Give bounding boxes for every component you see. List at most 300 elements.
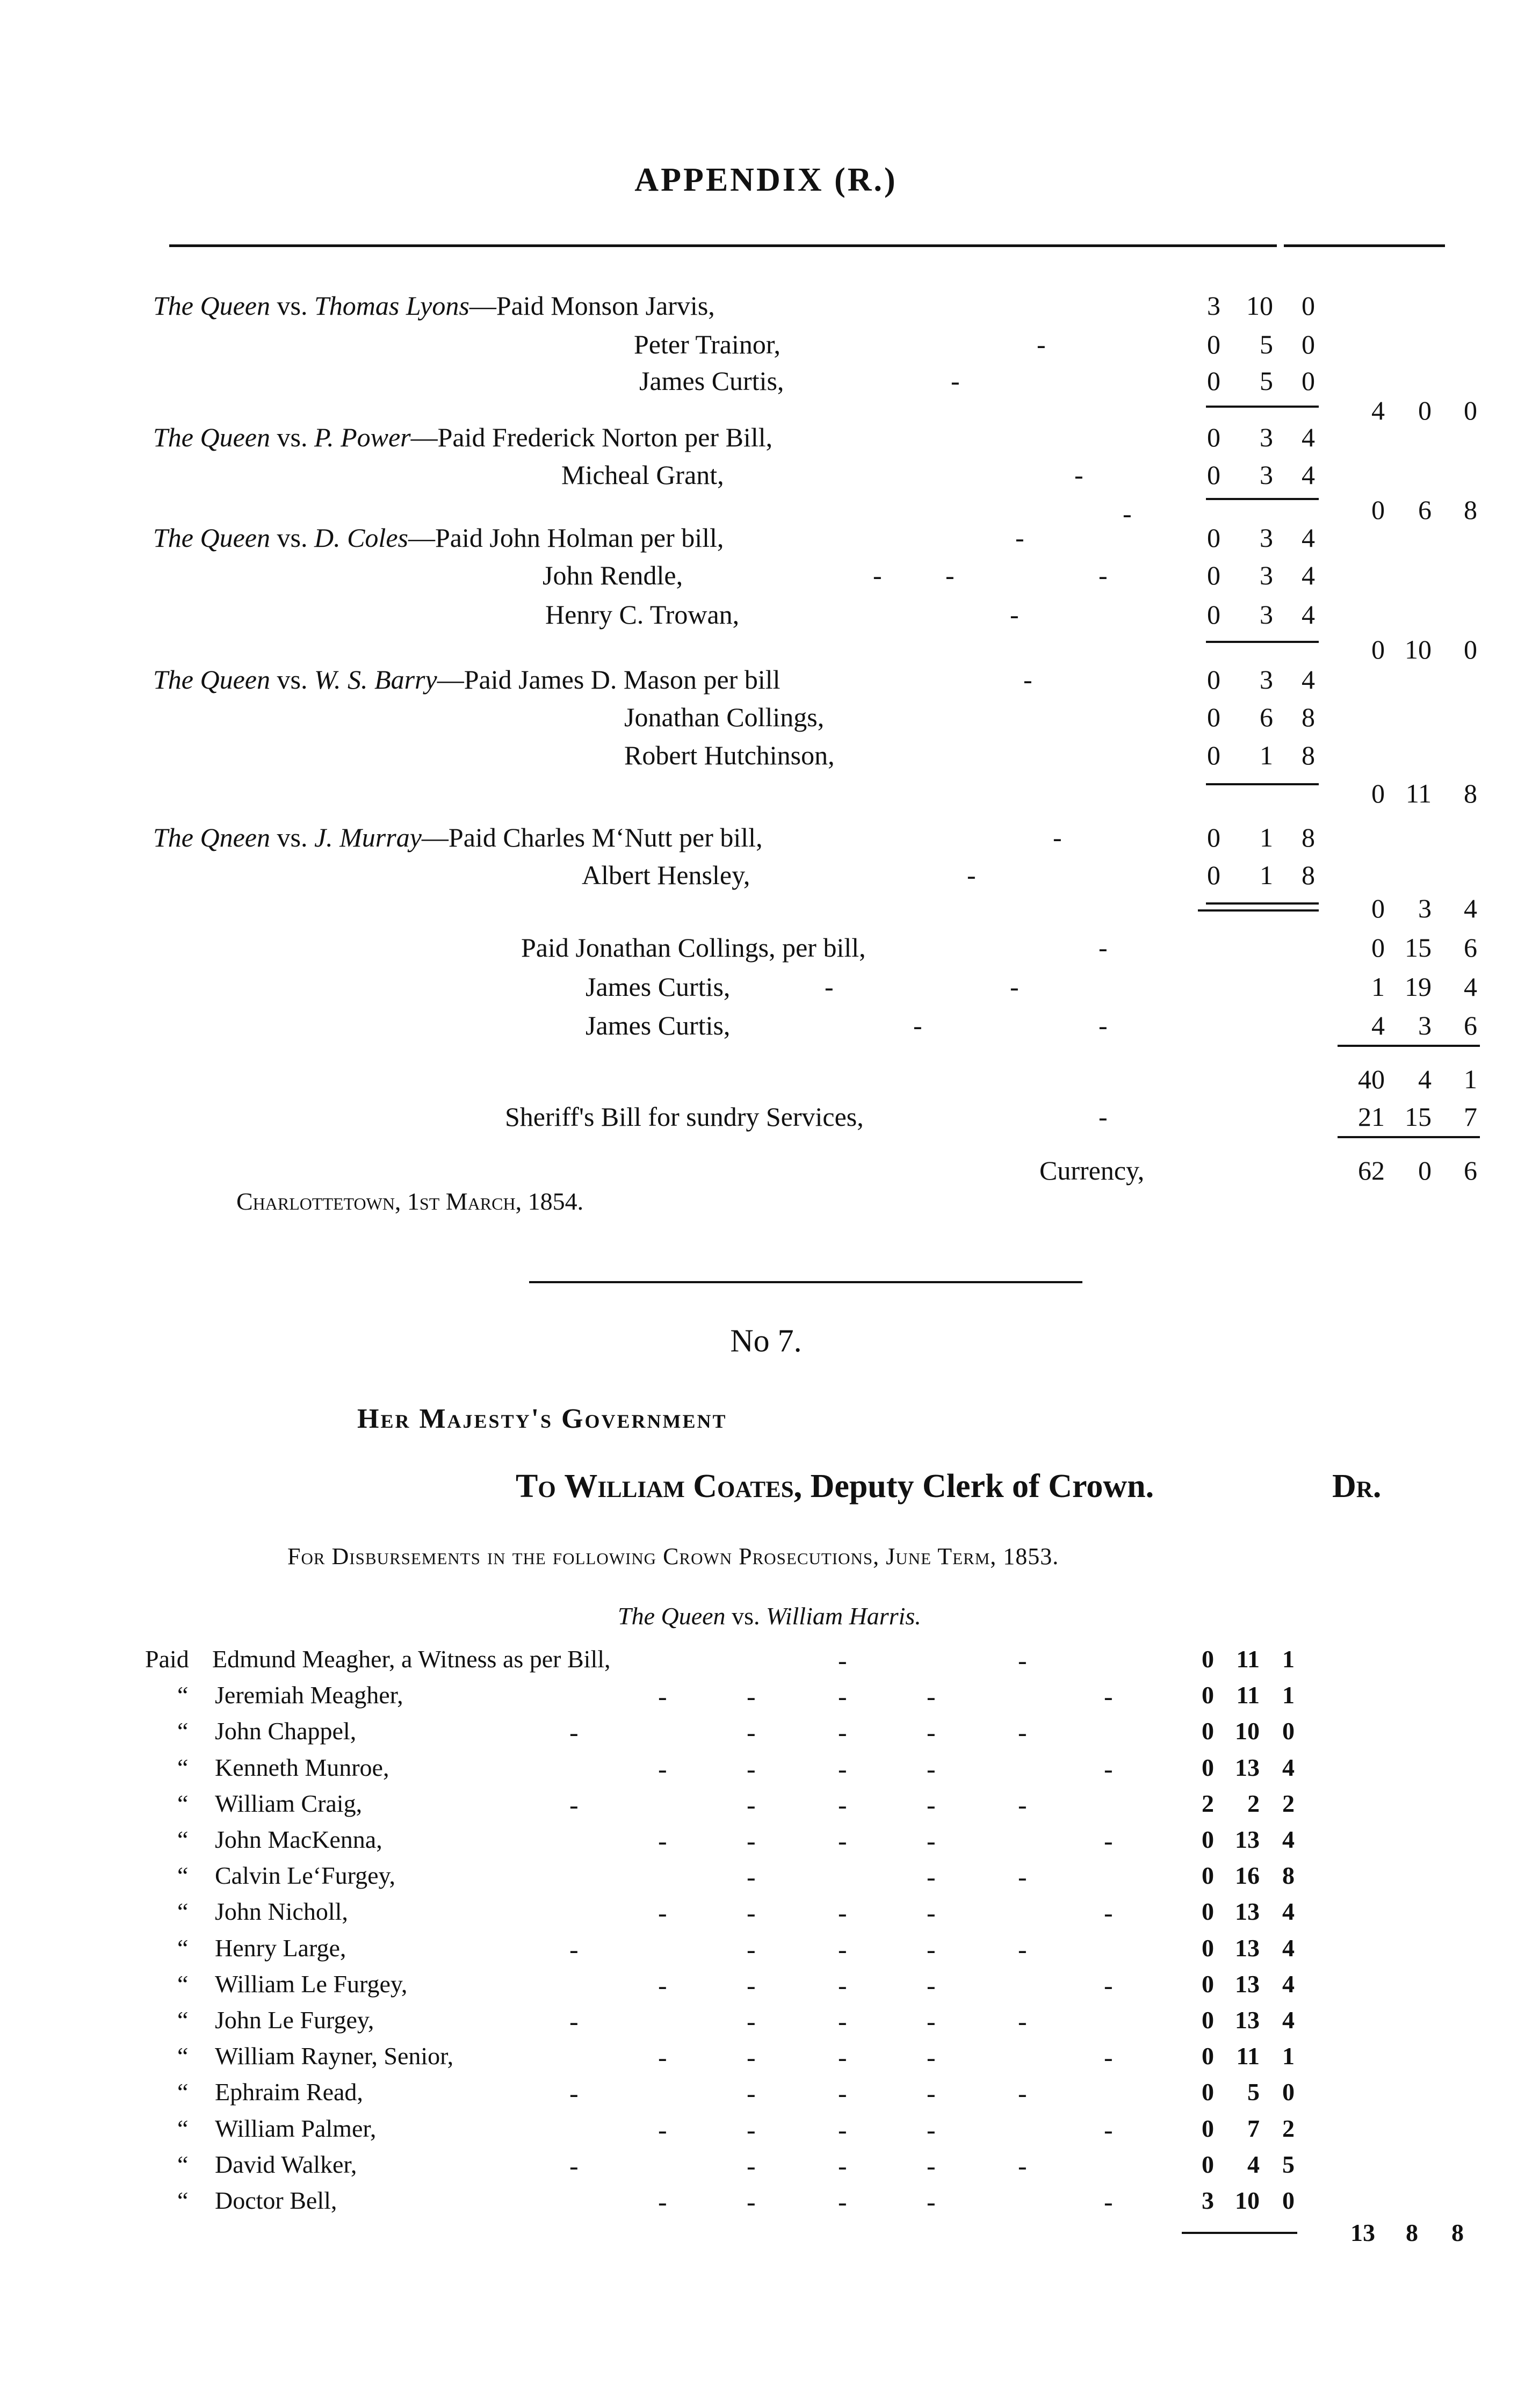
payee-name: Henry C. Trowan, <box>545 599 740 630</box>
case-total-pounds: 0 <box>1371 634 1385 664</box>
case-total-pence: 0 <box>1464 634 1477 664</box>
leader-dash: - <box>747 2115 756 2145</box>
payee-amount-pounds: 0 <box>1207 329 1220 359</box>
witness-amount-shillings: 13 <box>1235 1970 1260 1998</box>
leader-dash: - <box>838 1934 847 1964</box>
witness-amount-shillings: 11 <box>1236 1681 1260 1709</box>
leader-dash: - <box>747 2042 756 2072</box>
leader-dash: - <box>747 1717 756 1747</box>
witness-amount-pence: 8 <box>1282 1862 1295 1889</box>
witness-name: William Craig, <box>215 1790 363 1817</box>
case-line-2 <box>153 522 724 553</box>
case-vs: vs. <box>277 664 308 695</box>
payee-amount-pounds: 0 <box>1207 599 1220 630</box>
case-defendant: P. Power <box>314 422 411 452</box>
leader-dash: - <box>1104 1754 1113 1784</box>
case-total-shillings: 11 <box>1405 778 1432 808</box>
leader-dash: - <box>747 1681 756 1711</box>
leader-dash: - <box>927 1754 936 1784</box>
leader-dash: - <box>1104 1681 1113 1711</box>
addressee-to-name: William Coates, <box>564 1468 803 1505</box>
currency-label: Currency, <box>1039 1155 1145 1185</box>
witness-amount-pounds: 0 <box>1202 2078 1214 2106</box>
witness-amount-shillings: 2 <box>1247 1790 1260 1817</box>
leader-dash: - <box>747 2187 756 2217</box>
payee-amount-pence: 0 <box>1302 329 1315 359</box>
case-line-4 <box>153 822 763 853</box>
ditto-mark: “ <box>177 1790 189 1817</box>
witness-amount-pence: 1 <box>1282 2042 1295 2070</box>
leader-dash: - <box>1010 599 1019 630</box>
leader-dash: - <box>747 1790 756 1820</box>
leader-dash: - <box>927 1681 936 1711</box>
witness-total-rule <box>1182 2232 1297 2234</box>
case-total-pence: 0 <box>1464 395 1477 425</box>
subtotal-pence: 1 <box>1464 1064 1477 1094</box>
case-vs: vs. <box>277 822 308 852</box>
subtotal-rule <box>1206 641 1319 643</box>
payee-amount-pence: 4 <box>1302 460 1315 490</box>
witness-total-pounds: 13 <box>1350 2219 1375 2246</box>
case-total-pence: 4 <box>1464 893 1477 923</box>
leader-dash: - <box>569 1717 579 1747</box>
witness-amount-pounds: 3 <box>1202 2187 1214 2214</box>
ditto-mark: “ <box>177 2006 189 2034</box>
leader-dash: - <box>913 1010 922 1040</box>
case-prefix: The Queen <box>153 523 270 553</box>
witness-amount-shillings: 13 <box>1235 1898 1260 1925</box>
witness-name: Ephraim Read, <box>215 2078 363 2106</box>
other-payment-amount-pounds: 0 <box>1371 932 1385 963</box>
case-defendant: William Harris. <box>765 1602 921 1630</box>
witness-amount-shillings: 13 <box>1235 1754 1260 1781</box>
leader-dash: - <box>569 2151 579 2181</box>
case-prefix: The Queen <box>153 664 270 695</box>
payee-amount-pence: 4 <box>1302 523 1315 553</box>
payee-amount-pounds: 0 <box>1207 664 1220 695</box>
ditto-mark: “ <box>177 2042 189 2070</box>
case-first-payee: —Paid Monson Jarvis, <box>469 291 715 321</box>
witness-amount-shillings: 16 <box>1235 1862 1260 1889</box>
leader-dash: - <box>1104 2187 1113 2217</box>
leader-dash: - <box>1018 1934 1027 1964</box>
payee-amount-shillings: 3 <box>1260 422 1273 452</box>
leader-dash: - <box>927 2006 936 2036</box>
ditto-mark: “ <box>177 1898 189 1925</box>
sheriff-amount-pence: 7 <box>1464 1102 1477 1132</box>
witness-name: William Rayner, Senior, <box>215 2042 454 2070</box>
leader-dash: - <box>1099 932 1108 963</box>
leader-dash: - <box>927 2115 936 2145</box>
sheriff-amount-pounds: 21 <box>1358 1102 1385 1132</box>
leader-dash: - <box>1018 1645 1027 1675</box>
ditto-mark: “ <box>177 1681 189 1709</box>
leader-dash: - <box>838 2042 847 2072</box>
section-divider <box>529 1281 1082 1283</box>
witness-total-pence: 8 <box>1451 2219 1464 2246</box>
payee-amount-pounds: 3 <box>1207 291 1220 321</box>
witness-name: David Walker, <box>215 2151 357 2178</box>
leader-dash: - <box>658 1754 667 1784</box>
leader-dash: - <box>838 1826 847 1856</box>
witness-amount-shillings: 11 <box>1236 1645 1260 1673</box>
payee-amount-shillings: 1 <box>1260 822 1273 852</box>
payee-amount-pounds: 0 <box>1207 366 1220 396</box>
leader-dash: - <box>569 1934 579 1964</box>
ditto-mark: “ <box>177 2115 189 2142</box>
debtor-mark: Dr. <box>1332 1468 1382 1505</box>
other-payment-amount-pounds: 4 <box>1371 1010 1385 1040</box>
payee-amount-shillings: 3 <box>1260 599 1273 630</box>
leader-dash: - <box>927 1790 936 1820</box>
leader-dash: - <box>927 2187 936 2217</box>
leader-dash: - <box>838 1970 847 2000</box>
other-payment-label: Paid Jonathan Collings, per bill, <box>521 932 866 963</box>
leader-dash: - <box>1015 523 1024 553</box>
leader-dash: - <box>1053 822 1062 852</box>
payee-amount-pence: 4 <box>1302 560 1315 590</box>
payee-name: Peter Trainor, <box>634 329 781 359</box>
leader-dash: - <box>658 1681 667 1711</box>
leader-dash: - <box>838 2187 847 2217</box>
payee-name: John Rendle, <box>543 560 683 590</box>
payee-amount-shillings: 5 <box>1260 366 1273 396</box>
other-payment-amount-shillings: 3 <box>1418 1010 1432 1040</box>
leader-dash: - <box>658 1826 667 1856</box>
subtotal-rule <box>1206 783 1319 785</box>
case-vs: vs. <box>277 523 308 553</box>
witness-amount-shillings: 10 <box>1235 1717 1260 1745</box>
witness-amount-pence: 4 <box>1282 1898 1295 1925</box>
leader-dash: - <box>1104 2042 1113 2072</box>
case-total-pounds: 0 <box>1371 778 1385 808</box>
leader-dash: - <box>927 1717 936 1747</box>
witness-name: John Le Furgey, <box>215 2006 374 2034</box>
case-total-shillings: 10 <box>1405 634 1432 664</box>
witness-name: Kenneth Munroe, <box>215 1754 389 1781</box>
witness-amount-pence: 4 <box>1282 1970 1295 1998</box>
leader-dash: - <box>873 560 882 590</box>
section-number: No 7. <box>730 1323 802 1358</box>
paid-prefix: Paid <box>145 1645 189 1673</box>
leader-dash: - <box>1104 2115 1113 2145</box>
payee-name: Micheal Grant, <box>561 460 724 490</box>
payee-amount-pounds: 0 <box>1207 702 1220 732</box>
witness-amount-pence: 0 <box>1282 1717 1295 1745</box>
sheriff-bill-label: Sheriff's Bill for sundry Services, <box>505 1102 864 1132</box>
payee-amount-pounds: 0 <box>1207 822 1220 852</box>
leader-dash: - <box>1099 1102 1108 1132</box>
other-payment-amount-pounds: 1 <box>1371 972 1385 1002</box>
witness-amount-pence: 2 <box>1282 2115 1295 2142</box>
grand-total-pence: 6 <box>1464 1155 1477 1185</box>
leader-dash: - <box>1104 1898 1113 1928</box>
payee-amount-pounds: 0 <box>1207 460 1220 490</box>
case-vs: vs. <box>277 422 308 452</box>
witness-amount-pounds: 0 <box>1202 1645 1214 1673</box>
subtotal-rule <box>1206 406 1319 408</box>
leader-dash: - <box>927 1970 936 2000</box>
other-payment-label: James Curtis, <box>586 972 731 1002</box>
payee-name: Robert Hutchinson, <box>624 740 835 770</box>
witness-name: William Palmer, <box>215 2115 377 2142</box>
leader-dash: - <box>838 1898 847 1928</box>
leader-dash: - <box>747 1934 756 1964</box>
leader-dash: - <box>1099 560 1108 590</box>
witness-name: Doctor Bell, <box>215 2187 337 2214</box>
leader-dash: - <box>747 1898 756 1928</box>
leader-dash: - <box>838 1645 847 1675</box>
grand-total-pounds: 62 <box>1358 1155 1385 1185</box>
leader-dash: - <box>747 1754 756 1784</box>
witness-amount-pence: 2 <box>1282 1790 1295 1817</box>
witness-amount-pence: 0 <box>1282 2078 1295 2106</box>
addressee-to-prefix: To <box>516 1468 556 1505</box>
leader-dash: - <box>838 2006 847 2036</box>
witness-name: William Le Furgey, <box>215 1970 408 1998</box>
leader-dash: - <box>825 972 834 1002</box>
leader-dash: - <box>927 1826 936 1856</box>
leader-dash: - <box>747 1862 756 1892</box>
witness-amount-pounds: 2 <box>1202 1790 1214 1817</box>
payee-amount-pounds: 0 <box>1207 560 1220 590</box>
witness-name: John Chappel, <box>215 1717 357 1745</box>
case-prefix: The Qneen <box>153 822 270 852</box>
case-total-pence: 8 <box>1464 495 1477 525</box>
leader-dash: - <box>1023 664 1032 695</box>
case-total-shillings: 6 <box>1418 495 1432 525</box>
case-defendant: Thomas Lyons <box>314 291 469 321</box>
ditto-mark: “ <box>177 2187 189 2214</box>
leader-dash: - <box>945 560 955 590</box>
payee-amount-shillings: 3 <box>1260 523 1273 553</box>
witness-total-shillings: 8 <box>1406 2219 1418 2246</box>
case-first-payee: —Paid Frederick Norton per Bill, <box>410 422 773 452</box>
witness-amount-shillings: 10 <box>1235 2187 1260 2214</box>
addressee-to-role: Deputy Clerk of Crown. <box>810 1468 1154 1505</box>
case-prefix: The Queen <box>153 422 270 452</box>
ditto-mark: “ <box>177 1970 189 1998</box>
witness-amount-pounds: 0 <box>1202 1754 1214 1781</box>
witness-name: Jeremiah Meagher, <box>215 1681 403 1709</box>
leader-dash: - <box>951 366 960 396</box>
payee-amount-pence: 4 <box>1302 664 1315 695</box>
header-rule-right <box>1284 244 1445 247</box>
witness-amount-pence: 4 <box>1282 1754 1295 1781</box>
payee-amount-pence: 8 <box>1302 860 1315 890</box>
witness-amount-pence: 4 <box>1282 1934 1295 1962</box>
case-first-payee: —Paid Charles M‘Nutt per bill, <box>421 822 763 852</box>
leader-dash: - <box>1037 329 1046 359</box>
witness-amount-shillings: 13 <box>1235 1934 1260 1962</box>
sum-rule <box>1338 1045 1480 1047</box>
case-line-3 <box>153 664 781 695</box>
witness-amount-pence: 1 <box>1282 1645 1295 1673</box>
other-payment-amount-shillings: 19 <box>1405 972 1432 1002</box>
payee-amount-shillings: 1 <box>1260 860 1273 890</box>
subtotal-rule <box>1206 902 1319 905</box>
witness-name: Calvin Le‘Furgey, <box>215 1862 395 1889</box>
leader-dash: - <box>1018 2151 1027 2181</box>
witness-name: Henry Large, <box>215 1934 346 1962</box>
header-rule-left <box>169 244 1277 247</box>
payee-amount-pence: 8 <box>1302 702 1315 732</box>
ditto-mark: “ <box>177 1717 189 1745</box>
leader-dash: - <box>747 1826 756 1856</box>
case-defendant: J. Murray <box>314 822 422 852</box>
section-subtitle: For Disbursements in the following Crown Prosecutions, June Term, 1853. <box>287 1543 1059 1570</box>
payee-amount-shillings: 3 <box>1260 560 1273 590</box>
leader-dash: - <box>658 2187 667 2217</box>
ditto-mark: “ <box>177 1754 189 1781</box>
leader-dash: - <box>838 1681 847 1711</box>
leader-dash: - <box>1010 972 1019 1002</box>
subtotal-rule <box>1206 498 1319 500</box>
leader-dash: - <box>1018 1717 1027 1747</box>
leader-dash: - <box>569 1790 579 1820</box>
case-defendant: D. Coles <box>314 523 408 553</box>
payee-amount-pounds: 0 <box>1207 740 1220 770</box>
witness-name: John MacKenna, <box>215 1826 382 1853</box>
leader-dash: - <box>927 2042 936 2072</box>
leader-dash: - <box>658 1970 667 2000</box>
payee-amount-pence: 8 <box>1302 740 1315 770</box>
witness-name: John Nicholl, <box>215 1898 348 1925</box>
case-vs: vs. <box>277 291 308 321</box>
case-total-pounds: 0 <box>1371 893 1385 923</box>
witness-amount-pence: 0 <box>1282 2187 1295 2214</box>
leader-dash: - <box>658 2115 667 2145</box>
case-total-pounds: 0 <box>1371 495 1385 525</box>
ditto-mark: “ <box>177 1934 189 1962</box>
leader-dash: - <box>569 2006 579 2036</box>
subtotal-shillings: 4 <box>1418 1064 1432 1094</box>
leader-dash: - <box>1018 1790 1027 1820</box>
subtotal-pounds: 40 <box>1358 1064 1385 1094</box>
grand-total-shillings: 0 <box>1418 1155 1432 1185</box>
leader-dash: - <box>927 1898 936 1928</box>
witness-amount-pounds: 0 <box>1202 1681 1214 1709</box>
other-payment-amount-pence: 6 <box>1464 932 1477 963</box>
ditto-mark: “ <box>177 2078 189 2106</box>
witness-amount-shillings: 13 <box>1235 1826 1260 1853</box>
payee-amount-pounds: 0 <box>1207 523 1220 553</box>
witness-amount-pounds: 0 <box>1202 2151 1214 2178</box>
witness-amount-pence: 4 <box>1282 1826 1295 1853</box>
addressee-line <box>516 1467 1154 1506</box>
leader-dash: - <box>658 1898 667 1928</box>
witness-amount-pounds: 0 <box>1202 1862 1214 1889</box>
other-payment-amount-shillings: 15 <box>1405 932 1432 963</box>
witness-amount-pounds: 0 <box>1202 1934 1214 1962</box>
leader-dash: - <box>1104 1826 1113 1856</box>
case-total-shillings: 3 <box>1418 893 1432 923</box>
leader-dash: - <box>1123 498 1132 529</box>
witness-amount-pence: 5 <box>1282 2151 1295 2178</box>
ditto-mark: “ <box>177 1826 189 1853</box>
case-defendant: W. S. Barry <box>314 664 437 695</box>
case-vs: vs. <box>732 1602 760 1630</box>
payee-name: James Curtis, <box>639 366 784 396</box>
witness-amount-shillings: 5 <box>1247 2078 1260 2106</box>
witness-amount-pence: 1 <box>1282 1681 1295 1709</box>
witness-amount-pounds: 0 <box>1202 1826 1214 1853</box>
section-heading: Her Majesty's Government <box>357 1404 727 1434</box>
case-total-pounds: 4 <box>1371 395 1385 425</box>
leader-dash: - <box>838 1717 847 1747</box>
witness-amount-shillings: 11 <box>1236 2042 1260 2070</box>
leader-dash: - <box>1074 460 1083 490</box>
sheriff-amount-shillings: 15 <box>1405 1102 1432 1132</box>
leader-dash: - <box>967 860 976 890</box>
other-payment-label: James Curtis, <box>586 1010 731 1040</box>
leader-dash: - <box>658 2042 667 2072</box>
leader-dash: - <box>927 2078 936 2108</box>
other-payment-amount-pence: 6 <box>1464 1010 1477 1040</box>
payee-amount-pounds: 0 <box>1207 422 1220 452</box>
witness-amount-pounds: 0 <box>1202 2042 1214 2070</box>
payee-name: Albert Hensley, <box>582 860 750 890</box>
leader-dash: - <box>1018 2078 1027 2108</box>
witness-amount-pounds: 0 <box>1202 1898 1214 1925</box>
sum-rule <box>1338 1136 1480 1138</box>
leader-dash: - <box>569 2078 579 2108</box>
leader-dash: - <box>1018 2006 1027 2036</box>
payee-amount-pence: 8 <box>1302 822 1315 852</box>
payee-amount-shillings: 3 <box>1260 664 1273 695</box>
leader-dash: - <box>927 1862 936 1892</box>
payee-amount-shillings: 1 <box>1260 740 1273 770</box>
case-line-0 <box>153 290 715 321</box>
witness-amount-pounds: 0 <box>1202 2006 1214 2034</box>
leader-dash: - <box>1104 1970 1113 2000</box>
leader-dash: - <box>747 2151 756 2181</box>
payee-amount-pence: 4 <box>1302 422 1315 452</box>
leader-dash: - <box>747 2006 756 2036</box>
leader-dash: - <box>747 1970 756 2000</box>
payee-amount-pence: 4 <box>1302 599 1315 630</box>
case-total-shillings: 0 <box>1418 395 1432 425</box>
leader-dash: - <box>838 1790 847 1820</box>
case-total-pence: 8 <box>1464 778 1477 808</box>
witness-amount-pounds: 0 <box>1202 1970 1214 1998</box>
payee-amount-shillings: 3 <box>1260 460 1273 490</box>
leader-dash: - <box>927 2151 936 2181</box>
leader-dash: - <box>927 1934 936 1964</box>
leader-dash: - <box>838 2078 847 2108</box>
case-first-payee: —Paid James D. Mason per bill <box>437 664 781 695</box>
witness-amount-pence: 4 <box>1282 2006 1295 2034</box>
payee-amount-shillings: 10 <box>1246 291 1273 321</box>
ditto-mark: “ <box>177 1862 189 1889</box>
payee-amount-pence: 0 <box>1302 291 1315 321</box>
witness-amount-pounds: 0 <box>1202 1717 1214 1745</box>
ditto-mark: “ <box>177 2151 189 2178</box>
case-line-1 <box>153 422 772 453</box>
case-prefix: The Queen <box>153 291 270 321</box>
leader-dash: - <box>838 2151 847 2181</box>
payee-amount-pence: 0 <box>1302 366 1315 396</box>
witness-name: Edmund Meagher, a Witness as per Bill, <box>212 1645 611 1673</box>
appendix-title: APPENDIX (R.) <box>634 162 898 198</box>
payee-amount-pounds: 0 <box>1207 860 1220 890</box>
leader-dash: - <box>747 2078 756 2108</box>
leader-dash: - <box>1018 1862 1027 1892</box>
other-payment-amount-pence: 4 <box>1464 972 1477 1002</box>
case-title <box>618 1602 921 1630</box>
leader-dash: - <box>838 2115 847 2145</box>
place-date: Charlottetown, 1st March, 1854. <box>236 1188 584 1215</box>
